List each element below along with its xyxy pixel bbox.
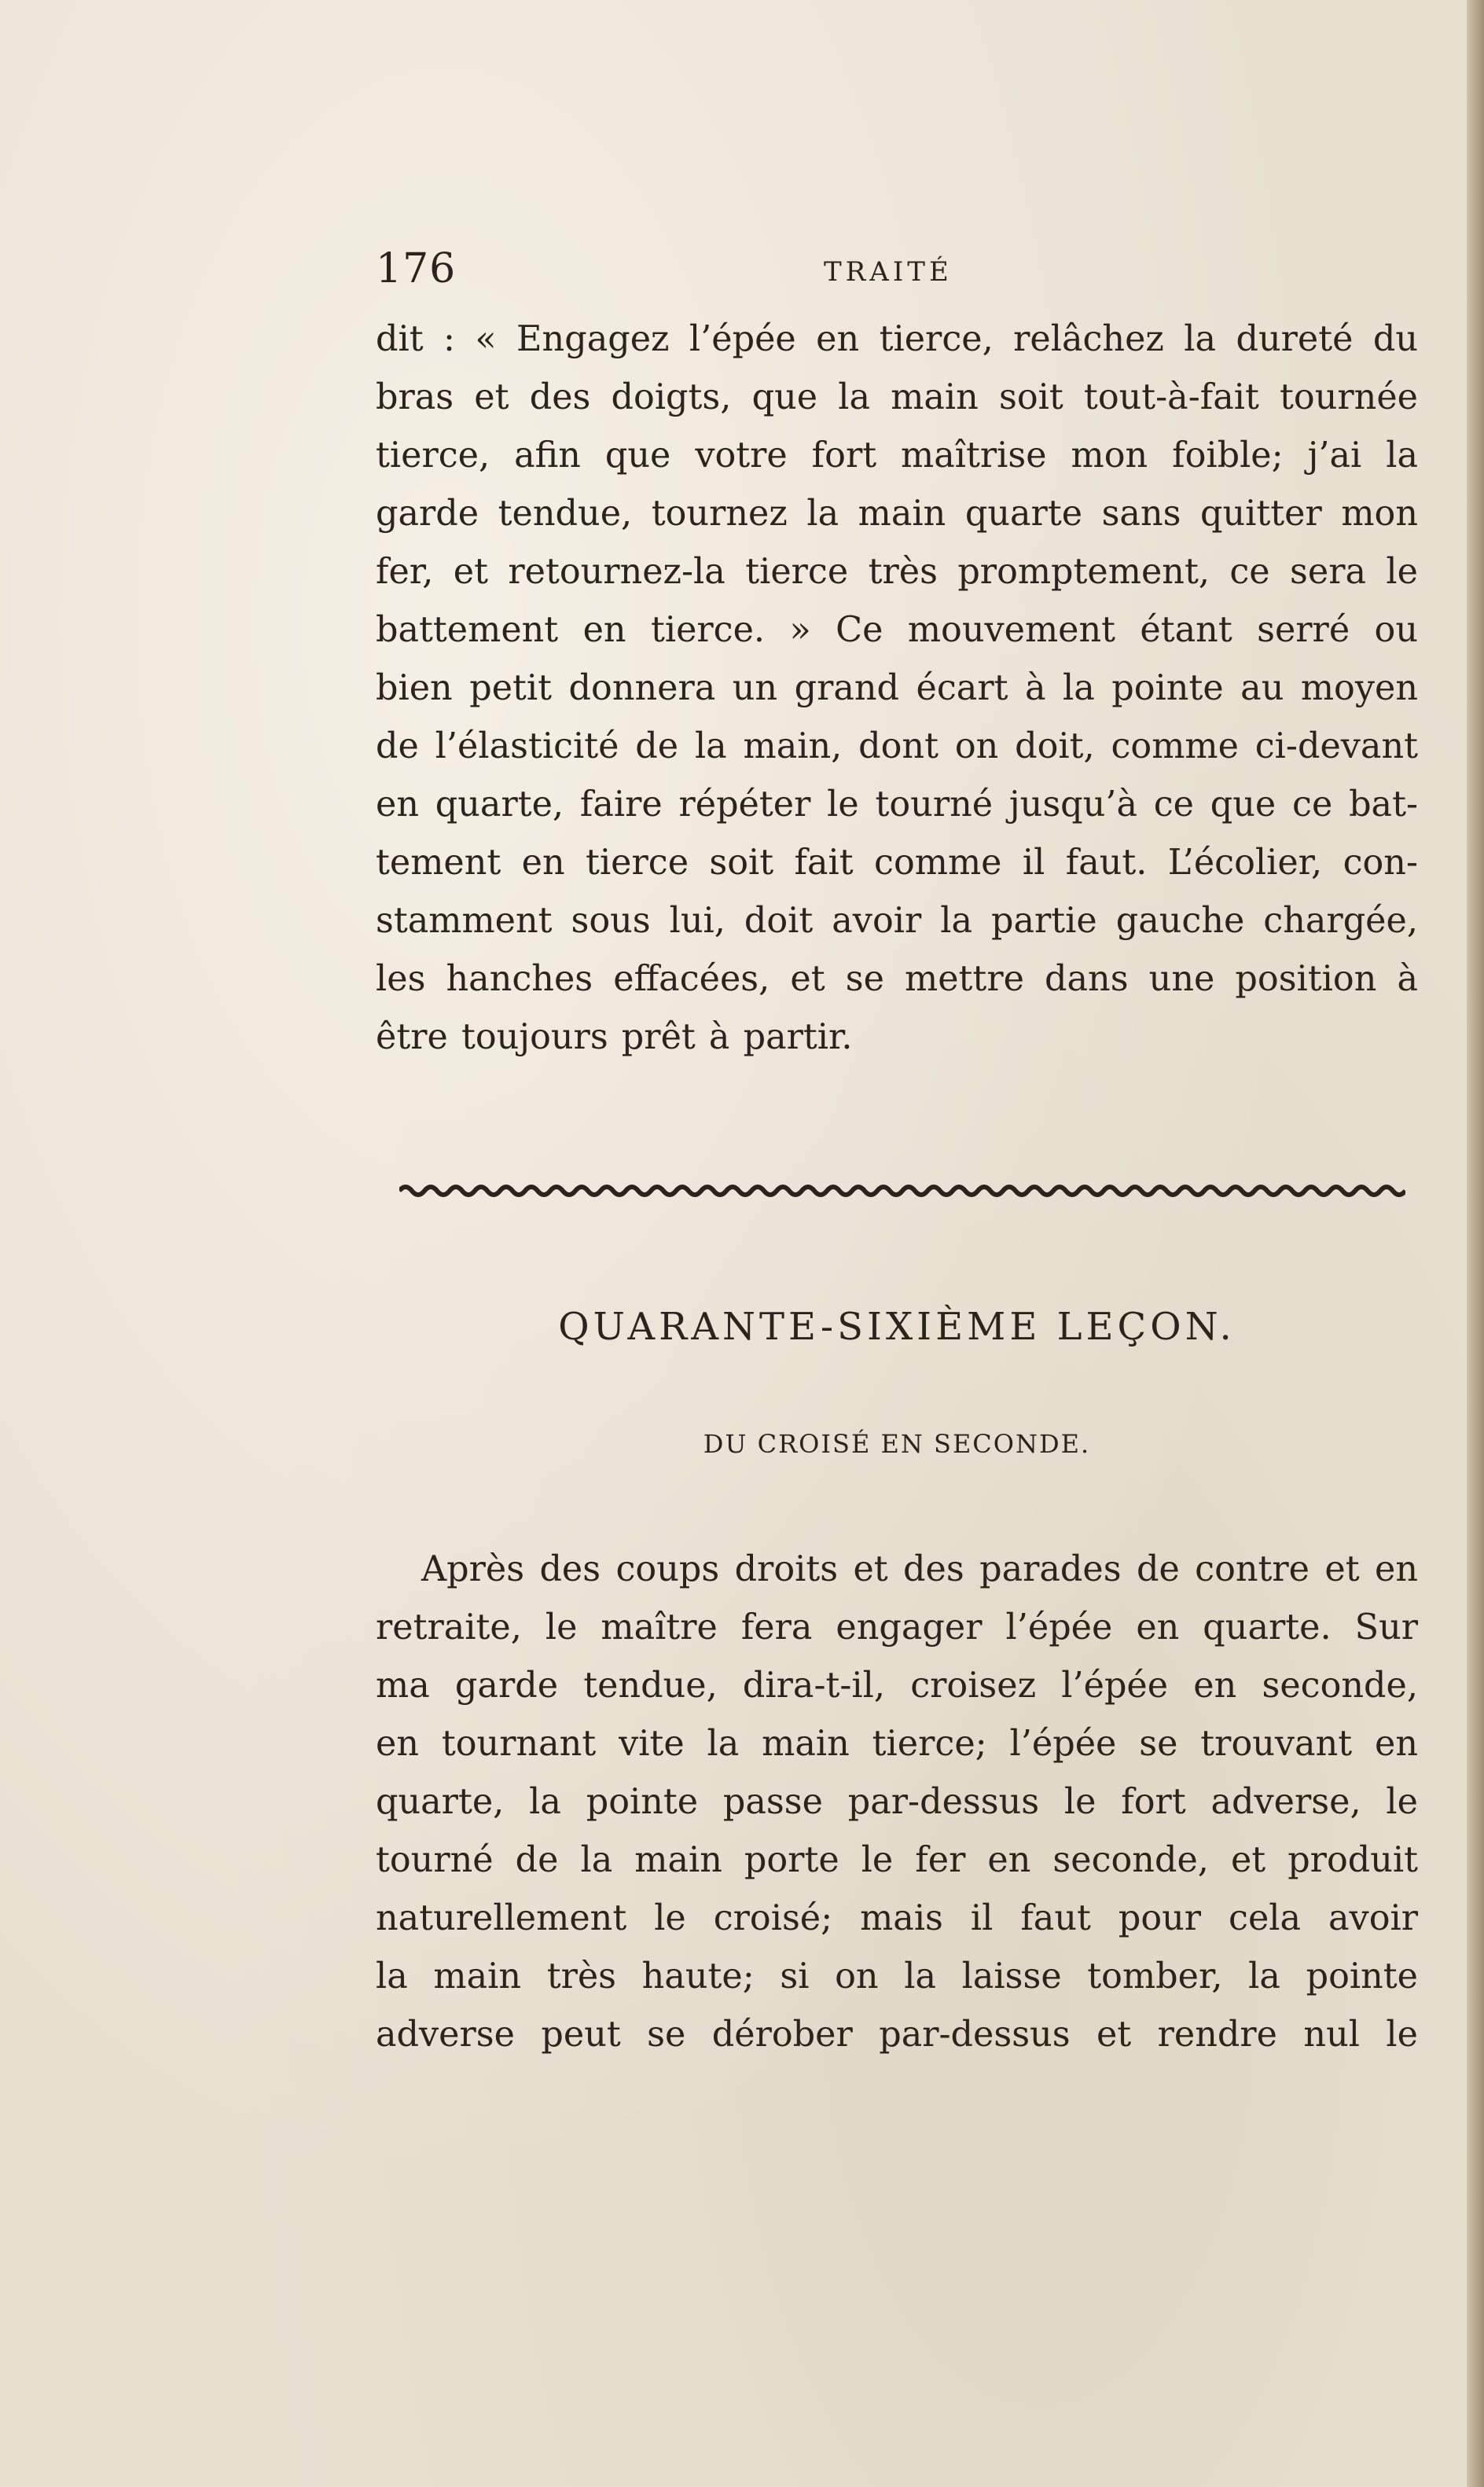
- paragraph-continuation: [376, 310, 1418, 1067]
- paragraph-croise-en-seconde: [376, 1541, 1418, 2064]
- text-line: en tournant vite la main tierce; l’épée se trouvant en: [376, 1724, 1418, 1764]
- running-title: TRAITÉ: [824, 256, 953, 288]
- lesson-title: QUARANTE-SIXIÈME LEÇON.: [558, 1305, 1236, 1349]
- text-line: retraite, le maître fera engager l’épée en quarte. Sur: [376, 1607, 1418, 1648]
- running-head: [376, 245, 1405, 308]
- text-line: Après des coups droits et des parades de contre et en: [421, 1549, 1418, 1589]
- page-number: 176: [376, 245, 457, 292]
- text-line: tement en tierce soit fait comme il faut. L’écolier, con-: [376, 843, 1418, 883]
- text-line: tierce, afin que votre fort maîtrise mon foible; j’ai la: [376, 435, 1418, 476]
- text-line: dit : « Engagez l’épée en tierce, relâchez la dureté du: [376, 319, 1418, 359]
- text-line: stamment sous lui, doit avoir la partie gauche chargée,: [376, 901, 1418, 941]
- section-title: DU CROISÉ EN SECONDE.: [703, 1429, 1091, 1459]
- text-line: ma garde tendue, dira-t-il, croisez l’épée en seconde,: [376, 1666, 1418, 1706]
- text-line: garde tendue, tournez la main quarte sans quitter mon: [376, 494, 1418, 534]
- text-line: la main très haute; si on la laisse tomber, la pointe: [376, 1956, 1418, 1997]
- text-line: tourné de la main porte le fer en seconde, et produit: [376, 1840, 1418, 1880]
- ornamental-rule: [399, 1179, 1405, 1203]
- text-line: bien petit donnera un grand écart à la pointe au moyen: [376, 668, 1418, 708]
- text-line: les hanches effacées, et se mettre dans une position à: [376, 959, 1418, 999]
- text-line: de l’élasticité de la main, dont on doit, comme ci-devant: [376, 726, 1418, 766]
- text-line: être toujours prêt à partir.: [376, 1017, 853, 1057]
- text-line: quarte, la pointe passe par-dessus le fort adverse, le: [376, 1782, 1418, 1822]
- text-line: bras et des doigts, que la main soit tout-à-fait tournée: [376, 377, 1418, 417]
- page-edge: [1467, 0, 1484, 2487]
- text-line: naturellement le croisé; mais il faut pour cela avoir: [376, 1898, 1418, 1938]
- text-line: en quarte, faire répéter le tourné jusqu’à ce que ce bat-: [376, 784, 1418, 825]
- text-line: battement en tierce. » Ce mouvement étant serré ou: [376, 610, 1418, 650]
- text-line: fer, et retournez-la tierce très promptement, ce sera le: [376, 552, 1418, 592]
- text-line: adverse peut se dérober par-dessus et rendre nul le: [376, 2015, 1418, 2055]
